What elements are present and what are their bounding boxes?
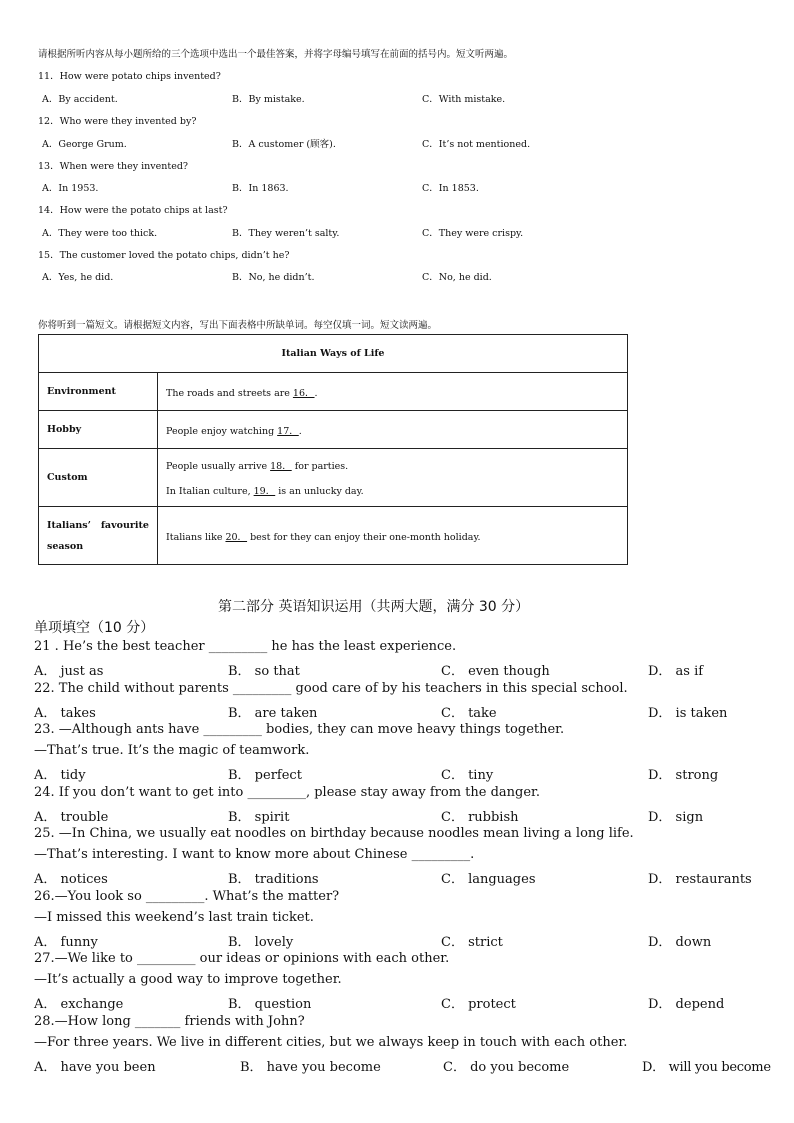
table-row: [39, 373, 628, 411]
content-text: In Italian culture,: [166, 486, 254, 497]
option-14-b: B．They weren’t salty.: [232, 228, 340, 239]
option-27-c: C． protect: [441, 997, 516, 1012]
option-26-c: C． strict: [441, 935, 503, 950]
option-22-b: B． are taken: [228, 706, 318, 721]
row-label-hobby: Hobby: [39, 411, 158, 449]
option-11-a: A．By accident.: [42, 94, 118, 105]
option-24-b: B． spirit: [228, 810, 290, 825]
content-text: Italians like: [166, 531, 226, 543]
blank-19: 19．: [253, 486, 276, 497]
row-label-season-line2: season: [47, 540, 84, 552]
italian-ways-table: [38, 334, 628, 565]
option-23-a: A． tidy: [34, 768, 86, 783]
question-23-reply: —That’s true. It’s the magic of teamwork.: [34, 743, 310, 758]
option-27-a: A． exchange: [34, 997, 124, 1012]
question-28-reply: —For three years. We live in different cities, but we always keep in touch with each other.: [34, 1035, 628, 1050]
content-text: for parties.: [291, 461, 349, 472]
option-25-c: C． languages: [441, 872, 536, 887]
table-row: [39, 507, 628, 565]
option-28-d: D． will you become: [642, 1060, 771, 1075]
question-27: 27.—We like to _________ our ideas or opinions with each other.: [34, 951, 450, 966]
question-13: 13．When were they invented?: [38, 161, 188, 172]
option-21-a: A． just as: [34, 664, 104, 679]
question-11: 11．How were potato chips invented?: [38, 71, 221, 82]
option-13-c: C．In 1853.: [422, 183, 479, 194]
option-23-b: B． perfect: [228, 768, 302, 783]
option-11-c: C．With mistake.: [422, 94, 506, 105]
blank-17: 17．: [277, 425, 299, 437]
option-13-b: B．In 1863.: [232, 183, 289, 194]
option-21-b: B． so that: [228, 664, 300, 679]
option-23-c: C． tiny: [441, 768, 494, 783]
option-27-d: D． depend: [648, 997, 725, 1012]
content-text: People usually arrive: [166, 461, 271, 472]
option-13-a: A．In 1953.: [42, 183, 99, 194]
content-text: People enjoy watching: [166, 425, 278, 437]
option-27-b: B． question: [228, 997, 312, 1012]
row-content-season: [158, 507, 628, 565]
option-21-d: D． as if: [648, 664, 704, 679]
table-row: [39, 449, 628, 507]
question-24: 24. If you don’t want to get into _________, please stay away from the danger.: [34, 785, 540, 800]
content-text: The roads and streets are: [166, 387, 293, 399]
option-23-d: D． strong: [648, 768, 719, 783]
option-28-c: C． do you become: [443, 1060, 570, 1075]
option-12-c: C．It’s not mentioned.: [422, 139, 531, 150]
option-24-c: C． rubbish: [441, 810, 519, 825]
instruction-listening-b: 你将听到一篇短文。请根据短文内容，写出下面表格中所缺单词。每空仅填一词。短文读两遍。: [38, 320, 438, 331]
option-12-a: A．George Grum.: [42, 139, 127, 150]
row-content-environment: [158, 373, 628, 411]
option-22-d: D． is taken: [648, 706, 728, 721]
option-21-c: C． even though: [441, 664, 550, 679]
instruction-listening-a: 请根据所听内容从每小题所给的三个选项中选出一个最佳答案，并将字母编号填写在前面的括号内。短文听两遍。: [38, 49, 514, 60]
option-12-b: B．A customer (顾客).: [232, 139, 336, 150]
row-label-season: [39, 507, 158, 565]
row-content-custom: [158, 449, 628, 507]
option-24-a: A． trouble: [34, 810, 109, 825]
question-26-reply: —I missed this weekend’s last train ticket.: [34, 910, 314, 925]
option-22-a: A． takes: [34, 706, 96, 721]
option-28-a: A． have you been: [34, 1060, 156, 1075]
question-21: 21 . He’s the best teacher _________ he has the least experience.: [34, 639, 457, 654]
content-text: .: [298, 425, 302, 437]
row-label-season-line1: Italians’ favourite: [47, 519, 149, 531]
row-label-environment: Environment: [39, 373, 158, 411]
option-11-b: B．By mistake.: [232, 94, 305, 105]
table-row: [39, 411, 628, 449]
question-25: 25. —In China, we usually eat noodles on birthday because noodles mean living a long life.: [34, 826, 634, 841]
part2-title: 第二部分 英语知识运用（共两大题，满分 30 分）: [218, 599, 530, 615]
row-content-hobby: [158, 411, 628, 449]
option-25-a: A． notices: [34, 872, 108, 887]
part2-subtitle: 单项填空（10 分）: [34, 620, 155, 636]
question-15: 15．The customer loved the potato chips, didn’t he?: [38, 250, 290, 261]
blank-20: 20．: [225, 531, 248, 543]
question-28: 28.—How long _______ friends with John?: [34, 1014, 305, 1029]
question-27-reply: —It’s actually a good way to improve together.: [34, 972, 342, 987]
content-text: best for they can enjoy their one-month holiday.: [247, 531, 481, 543]
option-14-c: C．They were crispy.: [422, 228, 524, 239]
option-15-c: C．No, he did.: [422, 272, 492, 283]
option-14-a: A．They were too thick.: [42, 228, 158, 239]
content-text: is an unlucky day.: [275, 486, 364, 497]
option-26-d: D． down: [648, 935, 712, 950]
question-22: 22. The child without parents _________ good care of by his teachers in this special school.: [34, 681, 628, 696]
blank-18: 18．: [270, 461, 292, 472]
row-label-custom: Custom: [39, 449, 158, 507]
option-15-b: B．No, he didn’t.: [232, 272, 315, 283]
question-26: 26.—You look so _________. What’s the matter?: [34, 889, 340, 904]
question-25-reply: —That’s interesting. I want to know more about Chinese _________.: [34, 847, 475, 862]
table-title: Italian Ways of Life: [39, 335, 628, 373]
blank-16: 16．: [292, 387, 315, 399]
option-25-d: D． restaurants: [648, 872, 752, 887]
question-14: 14．How were the potato chips at last?: [38, 205, 228, 216]
option-26-b: B． lovely: [228, 935, 294, 950]
question-23: 23. —Although ants have _________ bodies, they can move heavy things together.: [34, 722, 565, 737]
content-text: .: [314, 387, 318, 399]
option-22-c: C． take: [441, 706, 497, 721]
option-24-d: D． sign: [648, 810, 704, 825]
question-12: 12．Who were they invented by?: [38, 116, 197, 127]
option-26-a: A． funny: [34, 935, 98, 950]
option-28-b: B． have you become: [240, 1060, 381, 1075]
option-15-a: A．Yes, he did.: [42, 272, 114, 283]
option-25-b: B． traditions: [228, 872, 319, 887]
